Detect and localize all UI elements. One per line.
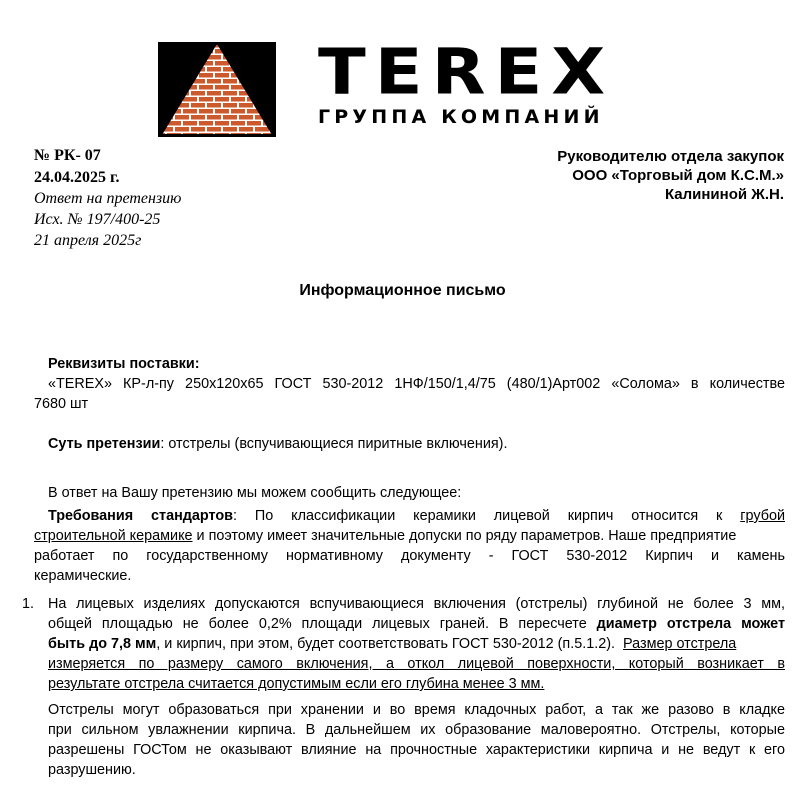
addressee-line-1: Руководителю отдела закупок [557, 148, 784, 165]
delivery-quantity: 7680 шт [34, 396, 89, 412]
document-title: Информационное письмо [299, 282, 506, 299]
logo-wordmark: TEREX [318, 35, 615, 109]
standards-line-1: Требования стандартов: По классификации керамики лицевой кирпич относится к грубой [48, 508, 785, 524]
intro-line: В ответ на Вашу претензию мы можем сообщить следующее: [48, 485, 462, 501]
item-1-line-2: общей площадью не более 0,2% площади лицевых граней. В пересчете диаметр отстрела может [48, 616, 786, 632]
para-2-line-4: разрушению. [48, 762, 136, 778]
logo-subtitle: ГРУППА КОМПАНИЙ [318, 106, 604, 128]
delivery-details: «TEREX» КР-л-пу 250x120x65 ГОСТ 530-2012 1НФ/150/1,4/75 (480/1)Арт002 «Солома» в количестве [48, 376, 785, 392]
letter-date: 24.04.2025 г. [34, 169, 120, 186]
reference-number: № РК- 07 [34, 147, 101, 164]
reply-line: Ответ на претензию [34, 190, 182, 207]
outgoing-ref: Исх. № 197/400-25 [34, 211, 161, 228]
item-1-line-4: измеряется по размеру самого включения, а откол лицевой поверхности, который возникает в [48, 656, 785, 672]
delivery-label: Реквизиты поставки: [48, 356, 200, 372]
addressee-line-3: Калининой Ж.Н. [664, 186, 784, 203]
para-2-line-3: разрешены ГОСТом не оказывают влияние на прочностные характеристики кирпича и не ведут к его [48, 742, 785, 758]
claim-line: Суть претензии: отстрелы (вспучивающиеся пиритные включения). [48, 436, 508, 452]
item-1-line-1: На лицевых изделиях допускаются вспучивающиеся включения (отстрелы) глубиной не более 3 мм, [48, 596, 785, 612]
standards-line-2: строительной керамике и поэтому имеет значительные допуски по ряду параметров. Наше предприятие [34, 528, 737, 544]
item-1-line-5: результате отстрела считается допустимым если его глубина менее 3 мм. [48, 676, 545, 692]
para-2-line-2: при сильном увлажнении кирпича. В дальнейшем их образование маловероятно. Отстрелы, которые [48, 722, 785, 738]
item-1-line-3: быть до 7,8 мм, и кирпич, при этом, будет соответствовать ГОСТ 530-2012 (п.5.1.2). Размер отстрела [48, 636, 737, 652]
item-1-number: 1. [22, 596, 35, 612]
para-2-line-1: Отстрелы могут образоваться при хранении и во время кладочных работ, а так же разово в кладке [48, 702, 785, 718]
terex-logo-mark [158, 42, 276, 137]
standards-line-4: керамические. [34, 568, 132, 584]
standards-line-3: работает по государственному нормативному документу - ГОСТ 530-2012 Кирпич и камень [34, 548, 785, 564]
addressee-line-2: ООО «Торговый дом К.С.М.» [572, 167, 784, 184]
outgoing-date: 21 апреля 2025г [34, 232, 142, 249]
